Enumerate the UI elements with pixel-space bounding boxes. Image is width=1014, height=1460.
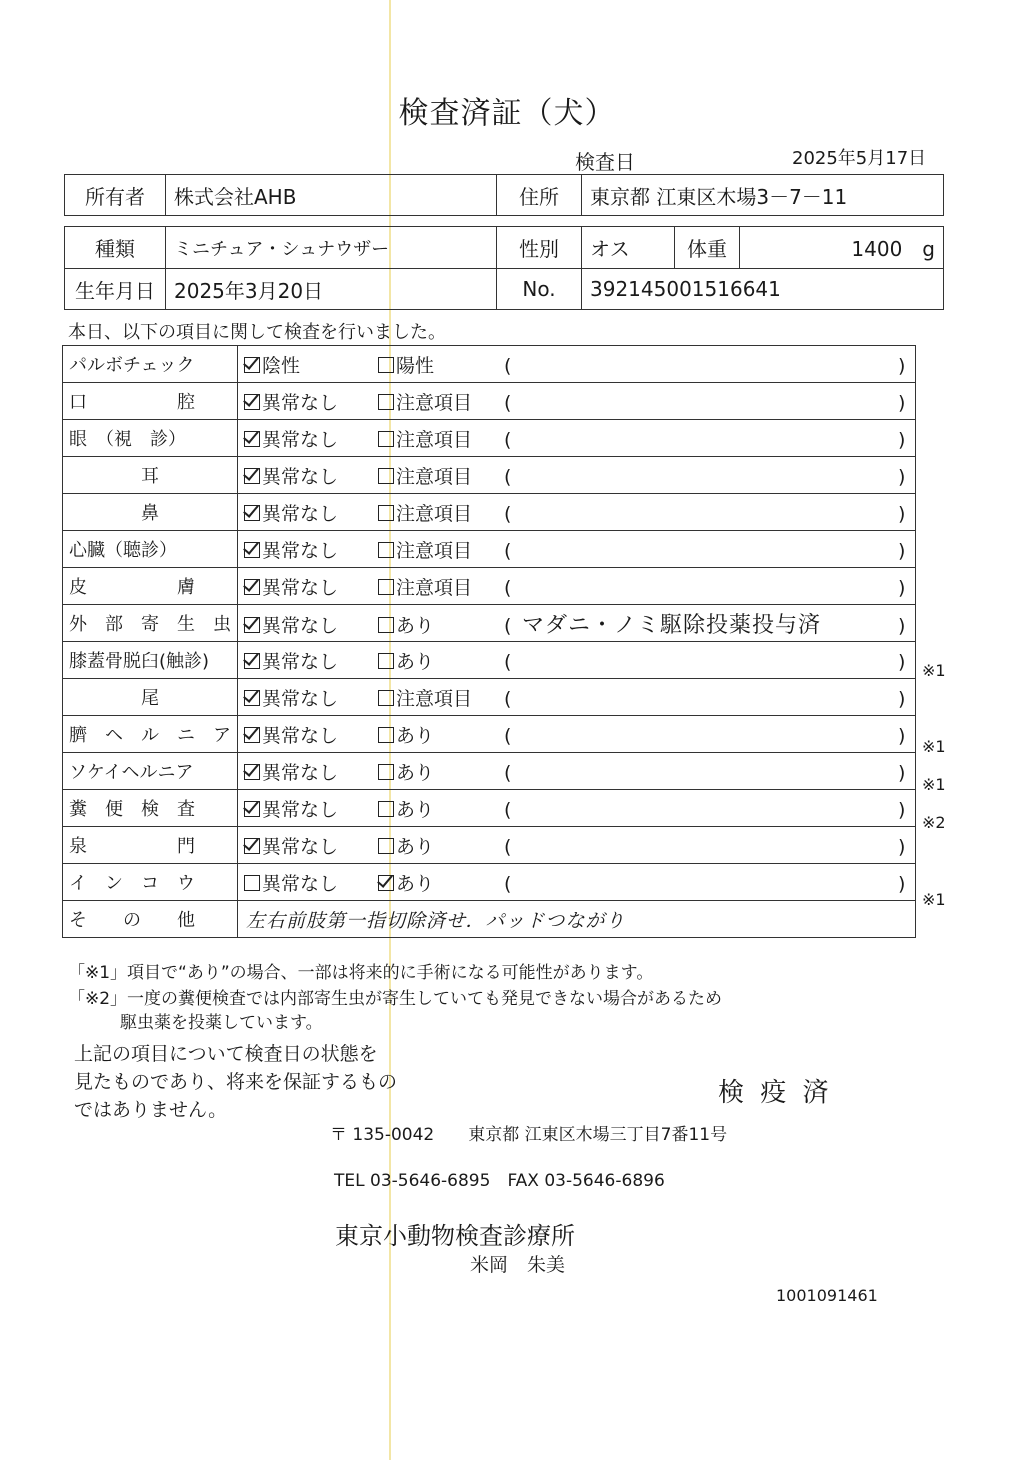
option-normal-label: 異常なし bbox=[262, 798, 339, 821]
birth-label: 生年月日 bbox=[65, 269, 166, 310]
checkbox-icon[interactable] bbox=[378, 617, 394, 633]
checkbox-icon[interactable] bbox=[378, 653, 394, 669]
check-options bbox=[238, 531, 916, 568]
option-abnormal[interactable] bbox=[378, 536, 504, 563]
option-normal-label: 異常なし bbox=[262, 835, 339, 858]
check-options bbox=[238, 642, 916, 679]
checkbox-icon[interactable] bbox=[378, 357, 394, 373]
option-abnormal[interactable] bbox=[378, 388, 504, 415]
paren-close: ) bbox=[898, 576, 906, 599]
paren-open: ( bbox=[504, 798, 512, 821]
option-abnormal-label: あり bbox=[396, 724, 435, 747]
option-normal[interactable] bbox=[244, 684, 378, 711]
check-note: マダニ・ノミ駆除投薬投与済 bbox=[522, 612, 822, 638]
option-abnormal[interactable] bbox=[378, 462, 504, 489]
option-normal[interactable] bbox=[244, 573, 378, 600]
checkbox-icon[interactable] bbox=[244, 617, 260, 633]
option-normal[interactable] bbox=[244, 758, 378, 785]
checkbox-icon[interactable] bbox=[244, 801, 260, 817]
paren-open: ( bbox=[504, 539, 512, 562]
option-abnormal[interactable] bbox=[378, 611, 504, 638]
option-abnormal[interactable] bbox=[378, 573, 504, 600]
check-item-name: 膝蓋骨脱臼(触診) bbox=[63, 642, 238, 679]
option-normal[interactable] bbox=[244, 499, 378, 526]
owner-table bbox=[64, 174, 944, 216]
other-label: そ の 他 bbox=[63, 901, 238, 938]
paren-open: ( bbox=[504, 650, 512, 673]
check-row bbox=[63, 420, 916, 457]
check-item-name: 鼻 bbox=[63, 494, 238, 531]
option-normal[interactable] bbox=[244, 425, 378, 452]
inspection-date-value: 2025年5月17日 bbox=[792, 148, 927, 169]
option-abnormal[interactable] bbox=[378, 647, 504, 674]
check-options bbox=[238, 346, 916, 383]
option-abnormal-label: 陽性 bbox=[396, 354, 435, 377]
check-item-name: イ ン コ ウ bbox=[63, 864, 238, 901]
option-normal[interactable] bbox=[244, 611, 378, 638]
check-row bbox=[63, 531, 916, 568]
disclaimer bbox=[74, 1040, 397, 1124]
option-abnormal[interactable] bbox=[378, 869, 504, 896]
paren-open: ( bbox=[504, 872, 512, 895]
checkbox-icon[interactable] bbox=[378, 838, 394, 854]
option-normal-label: 異常なし bbox=[262, 391, 339, 414]
owner-label: 所有者 bbox=[65, 175, 166, 216]
paren-open: ( bbox=[504, 614, 512, 637]
disclaimer-line: ではありません。 bbox=[74, 1099, 228, 1121]
checkbox-icon[interactable] bbox=[378, 468, 394, 484]
paren-open: ( bbox=[504, 724, 512, 747]
paren-close: ) bbox=[898, 761, 906, 784]
paren-open: ( bbox=[504, 354, 512, 377]
option-abnormal-label: あり bbox=[396, 614, 435, 637]
owner-value: 株式会社AHB bbox=[166, 175, 497, 216]
option-abnormal[interactable] bbox=[378, 795, 504, 822]
paren-close: ) bbox=[898, 391, 906, 414]
check-row bbox=[63, 605, 916, 642]
check-options bbox=[238, 457, 916, 494]
check-options bbox=[238, 679, 916, 716]
address-label: 住所 bbox=[497, 175, 582, 216]
check-row bbox=[63, 679, 916, 716]
weight-cell bbox=[740, 227, 944, 269]
paren-open: ( bbox=[504, 428, 512, 451]
checkbox-icon[interactable] bbox=[244, 690, 260, 706]
contact-line bbox=[334, 1166, 665, 1191]
checkbox-icon[interactable] bbox=[244, 357, 260, 373]
checkbox-icon[interactable] bbox=[244, 505, 260, 521]
paren-open: ( bbox=[504, 465, 512, 488]
option-normal-label: 異常なし bbox=[262, 502, 339, 525]
paren-close: ) bbox=[898, 835, 906, 858]
page-title: 検査済証（犬） bbox=[398, 96, 616, 131]
breed-value: ミニチュア・シュナウザー bbox=[166, 227, 497, 269]
checkbox-icon[interactable] bbox=[378, 801, 394, 817]
check-row bbox=[63, 864, 916, 901]
check-options bbox=[238, 716, 916, 753]
option-normal-label: 異常なし bbox=[262, 761, 339, 784]
option-abnormal-label: 注意項目 bbox=[396, 687, 473, 710]
quarantine-stamp: 検 疫 済 bbox=[718, 1078, 833, 1108]
paren-close: ) bbox=[898, 502, 906, 525]
check-item-name: 臍 ヘ ル ニ ア bbox=[63, 716, 238, 753]
check-item-name: 心臓（聴診） bbox=[63, 531, 238, 568]
option-abnormal-label: あり bbox=[396, 798, 435, 821]
option-abnormal[interactable] bbox=[378, 758, 504, 785]
inspector-name: 米岡 朱美 bbox=[470, 1254, 566, 1276]
checkbox-icon[interactable] bbox=[244, 468, 260, 484]
weight-value: 1400 bbox=[851, 237, 903, 261]
check-row bbox=[63, 716, 916, 753]
option-normal[interactable] bbox=[244, 869, 378, 896]
option-abnormal-label: あり bbox=[396, 650, 435, 673]
check-row bbox=[63, 753, 916, 790]
check-options bbox=[238, 864, 916, 901]
check-item-name: 耳 bbox=[63, 457, 238, 494]
inspection-date-label: 検査日 bbox=[575, 150, 635, 174]
note-2-continued: 駆虫薬を投薬しています。 bbox=[120, 1013, 323, 1033]
check-item-name: 眼 （視 診） bbox=[63, 420, 238, 457]
option-abnormal-label: 注意項目 bbox=[396, 539, 473, 562]
checkbox-icon[interactable] bbox=[378, 431, 394, 447]
option-normal[interactable] bbox=[244, 351, 378, 378]
check-row bbox=[63, 790, 916, 827]
option-abnormal-label: あり bbox=[396, 835, 435, 858]
weight-unit: g bbox=[922, 237, 935, 261]
option-normal[interactable] bbox=[244, 536, 378, 563]
checkbox-icon[interactable] bbox=[244, 653, 260, 669]
clinic-address-line bbox=[330, 1120, 727, 1145]
paren-close: ) bbox=[898, 465, 906, 488]
check-item-name: 尾 bbox=[63, 679, 238, 716]
option-normal[interactable] bbox=[244, 795, 378, 822]
check-options bbox=[238, 827, 916, 864]
checkbox-icon[interactable] bbox=[378, 875, 394, 891]
option-normal-label: 異常なし bbox=[262, 724, 339, 747]
other-value: 左右前肢第一指切除済せ．パッドつながり bbox=[238, 901, 916, 938]
option-abnormal-label: 注意項目 bbox=[396, 502, 473, 525]
checkbox-icon[interactable] bbox=[378, 394, 394, 410]
checkbox-icon[interactable] bbox=[244, 838, 260, 854]
option-abnormal[interactable] bbox=[378, 832, 504, 859]
checkbox-icon[interactable] bbox=[378, 690, 394, 706]
option-normal-label: 異常なし bbox=[262, 465, 339, 488]
checkbox-icon[interactable] bbox=[378, 579, 394, 595]
option-abnormal-label: 注意項目 bbox=[396, 391, 473, 414]
check-row bbox=[63, 383, 916, 420]
option-abnormal[interactable] bbox=[378, 721, 504, 748]
check-options bbox=[238, 383, 916, 420]
paren-close: ) bbox=[898, 650, 906, 673]
check-options bbox=[238, 753, 916, 790]
option-abnormal-label: あり bbox=[396, 872, 435, 895]
paren-open: ( bbox=[504, 687, 512, 710]
paren-close: ) bbox=[898, 539, 906, 562]
option-abnormal-label: あり bbox=[396, 761, 435, 784]
check-rows bbox=[63, 346, 916, 901]
document-number: 1001091461 bbox=[776, 1286, 878, 1305]
breed-label: 種類 bbox=[65, 227, 166, 269]
check-item-name: ソケイヘルニア bbox=[63, 753, 238, 790]
paren-open: ( bbox=[504, 835, 512, 858]
checkbox-icon[interactable] bbox=[378, 764, 394, 780]
option-normal-label: 異常なし bbox=[262, 872, 339, 895]
reference-mark: ※1 bbox=[922, 737, 946, 756]
number-label: No. bbox=[497, 269, 582, 310]
paren-open: ( bbox=[504, 576, 512, 599]
check-options bbox=[238, 420, 916, 457]
sex-label: 性別 bbox=[497, 227, 582, 269]
check-row bbox=[63, 346, 916, 383]
weight-label: 体重 bbox=[675, 227, 740, 269]
check-row bbox=[63, 642, 916, 679]
checkbox-icon[interactable] bbox=[378, 505, 394, 521]
checkbox-icon[interactable] bbox=[378, 542, 394, 558]
note-1: 「※1」項目で“あり”の場合、一部は将来的に手術になる可能性があります。 bbox=[68, 963, 654, 983]
other-row bbox=[63, 901, 916, 938]
sex-value: オス bbox=[582, 227, 675, 269]
option-normal[interactable] bbox=[244, 647, 378, 674]
birth-value: 2025年3月20日 bbox=[166, 269, 497, 310]
checkbox-icon[interactable] bbox=[244, 764, 260, 780]
option-abnormal[interactable] bbox=[378, 684, 504, 711]
reference-mark: ※2 bbox=[922, 813, 946, 833]
check-row bbox=[63, 568, 916, 605]
option-normal-label: 異常なし bbox=[262, 650, 339, 673]
check-item-name: 皮 膚 bbox=[63, 568, 238, 605]
option-normal[interactable] bbox=[244, 832, 378, 859]
disclaimer-line: 上記の項目について検査日の状態を bbox=[74, 1043, 378, 1065]
tel-number: TEL 03-5646-6895 bbox=[334, 1171, 491, 1191]
option-normal-label: 陰性 bbox=[262, 354, 301, 377]
option-normal-label: 異常なし bbox=[262, 576, 339, 599]
check-row bbox=[63, 457, 916, 494]
paren-close: ) bbox=[898, 614, 906, 637]
checkbox-icon[interactable] bbox=[378, 727, 394, 743]
checkbox-icon[interactable] bbox=[244, 542, 260, 558]
option-normal-label: 異常なし bbox=[262, 687, 339, 710]
paren-open: ( bbox=[504, 761, 512, 784]
paren-close: ) bbox=[898, 687, 906, 710]
option-normal-label: 異常なし bbox=[262, 614, 339, 637]
check-item-name: 外 部 寄 生 虫 bbox=[63, 605, 238, 642]
check-item-name: 糞 便 検 査 bbox=[63, 790, 238, 827]
clinic-name: 東京小動物検査診療所 bbox=[335, 1222, 575, 1250]
checkbox-icon[interactable] bbox=[244, 875, 260, 891]
check-options bbox=[238, 605, 916, 642]
fax-number: FAX 03-5646-6896 bbox=[507, 1171, 665, 1191]
check-options bbox=[238, 568, 916, 605]
option-abnormal-label: 注意項目 bbox=[396, 465, 473, 488]
option-abnormal[interactable] bbox=[378, 425, 504, 452]
option-normal[interactable] bbox=[244, 462, 378, 489]
paren-close: ) bbox=[898, 798, 906, 821]
option-normal-label: 異常なし bbox=[262, 539, 339, 562]
paren-open: ( bbox=[504, 502, 512, 525]
postal-code: 〒 135-0042 bbox=[330, 1125, 435, 1145]
check-item-name: 口 腔 bbox=[63, 383, 238, 420]
number-value: 392145001516641 bbox=[582, 269, 944, 310]
check-item-name: パルボチェック bbox=[63, 346, 238, 383]
paren-close: ) bbox=[898, 354, 906, 377]
note-2: 「※2」一度の糞便検査では内部寄生虫が寄生していても発見できない場合があるため bbox=[68, 989, 723, 1009]
paren-close: ) bbox=[898, 428, 906, 451]
pet-info-table bbox=[64, 226, 944, 310]
reference-mark: ※1 bbox=[922, 660, 946, 680]
paren-open: ( bbox=[504, 391, 512, 414]
option-normal[interactable] bbox=[244, 721, 378, 748]
option-abnormal[interactable] bbox=[378, 499, 504, 526]
option-normal-label: 異常なし bbox=[262, 428, 339, 451]
check-options bbox=[238, 494, 916, 531]
option-abnormal-label: 注意項目 bbox=[396, 428, 473, 451]
paren-close: ) bbox=[898, 724, 906, 747]
reference-mark: ※1 bbox=[922, 775, 946, 795]
reference-mark: ※1 bbox=[922, 889, 946, 909]
check-item-name: 泉 門 bbox=[63, 827, 238, 864]
checkbox-icon[interactable] bbox=[244, 394, 260, 410]
intro-text: 本日、以下の項目に関して検査を行いました。 bbox=[68, 322, 446, 343]
check-options bbox=[238, 790, 916, 827]
check-table bbox=[62, 345, 916, 938]
checkbox-icon[interactable] bbox=[244, 727, 260, 743]
disclaimer-line: 見たものであり、将来を保証するもの bbox=[74, 1071, 398, 1093]
checkbox-icon[interactable] bbox=[244, 579, 260, 595]
clinic-address: 東京都 江東区木場三丁目7番11号 bbox=[468, 1125, 728, 1145]
option-abnormal-label: 注意項目 bbox=[396, 576, 473, 599]
address-value: 東京都 江東区木場3－7－11 bbox=[582, 175, 944, 216]
check-row bbox=[63, 494, 916, 531]
checkbox-icon[interactable] bbox=[244, 431, 260, 447]
option-normal[interactable] bbox=[244, 388, 378, 415]
paren-close: ) bbox=[898, 872, 906, 895]
check-row bbox=[63, 827, 916, 864]
option-abnormal[interactable] bbox=[378, 351, 504, 378]
